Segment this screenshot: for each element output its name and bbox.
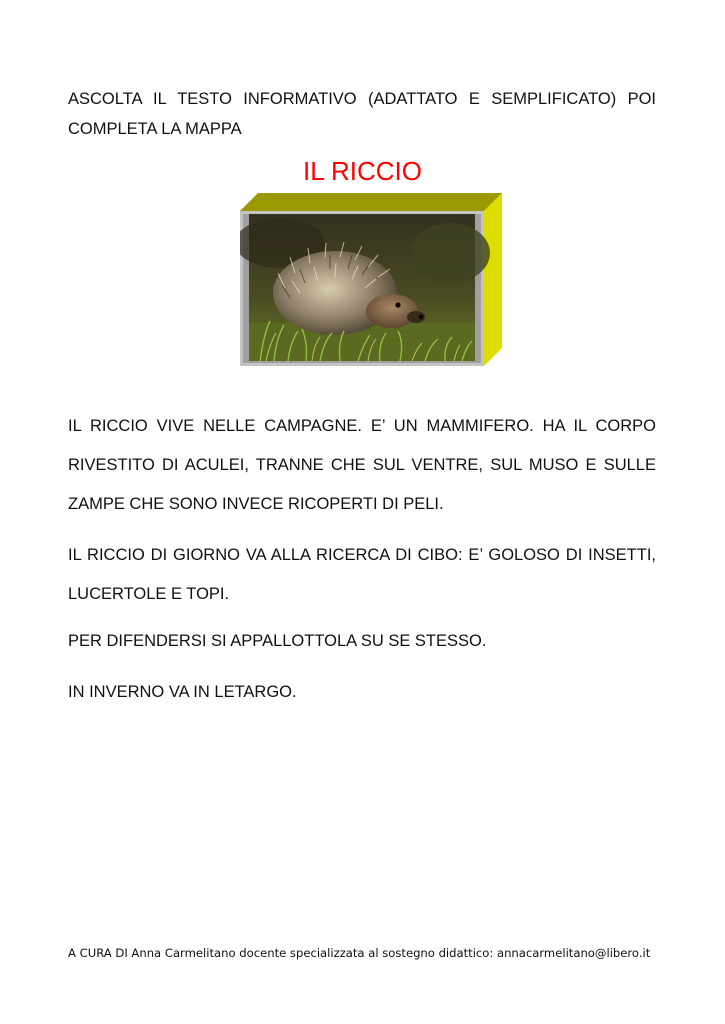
instruction-text: ASCOLTA IL TESTO INFORMATIVO (ADATTATO E SEMPLIFICATO) POI COMPLETA LA MAPPA [68, 90, 656, 138]
page-title: IL RICCIO [303, 156, 422, 186]
frame-top [240, 193, 502, 211]
paragraph-habitat: IL RICCIO VIVE NELLE CAMPAGNE. E’ UN MAMMIFERO. HA IL CORPO RIVESTITO DI ACULEI, TRANNE CHE SUL VENTRE, SUL MUSO E SULLE ZAMPE CHE SONO INVECE RICOPERTI DI PELI. [68, 417, 656, 513]
hedgehog-picture [240, 193, 502, 366]
paragraph-defense: PER DIFENDERSI SI APPALLOTTOLA SU SE STESSO. [68, 632, 487, 650]
frame-side [484, 193, 502, 366]
footer-credit: A CURA DI Anna Carmelitano docente specializzata al sostegno didattico: annacarmelitano@libero.it [68, 946, 651, 960]
paragraph-winter: IN INVERNO VA IN LETARGO. [68, 683, 297, 701]
paragraph-food: IL RICCIO DI GIORNO VA ALLA RICERCA DI CIBO: E’ GOLOSO DI INSETTI, LUCERTOLE E TOPI. [68, 546, 656, 603]
hedgehog-photo [240, 214, 490, 361]
